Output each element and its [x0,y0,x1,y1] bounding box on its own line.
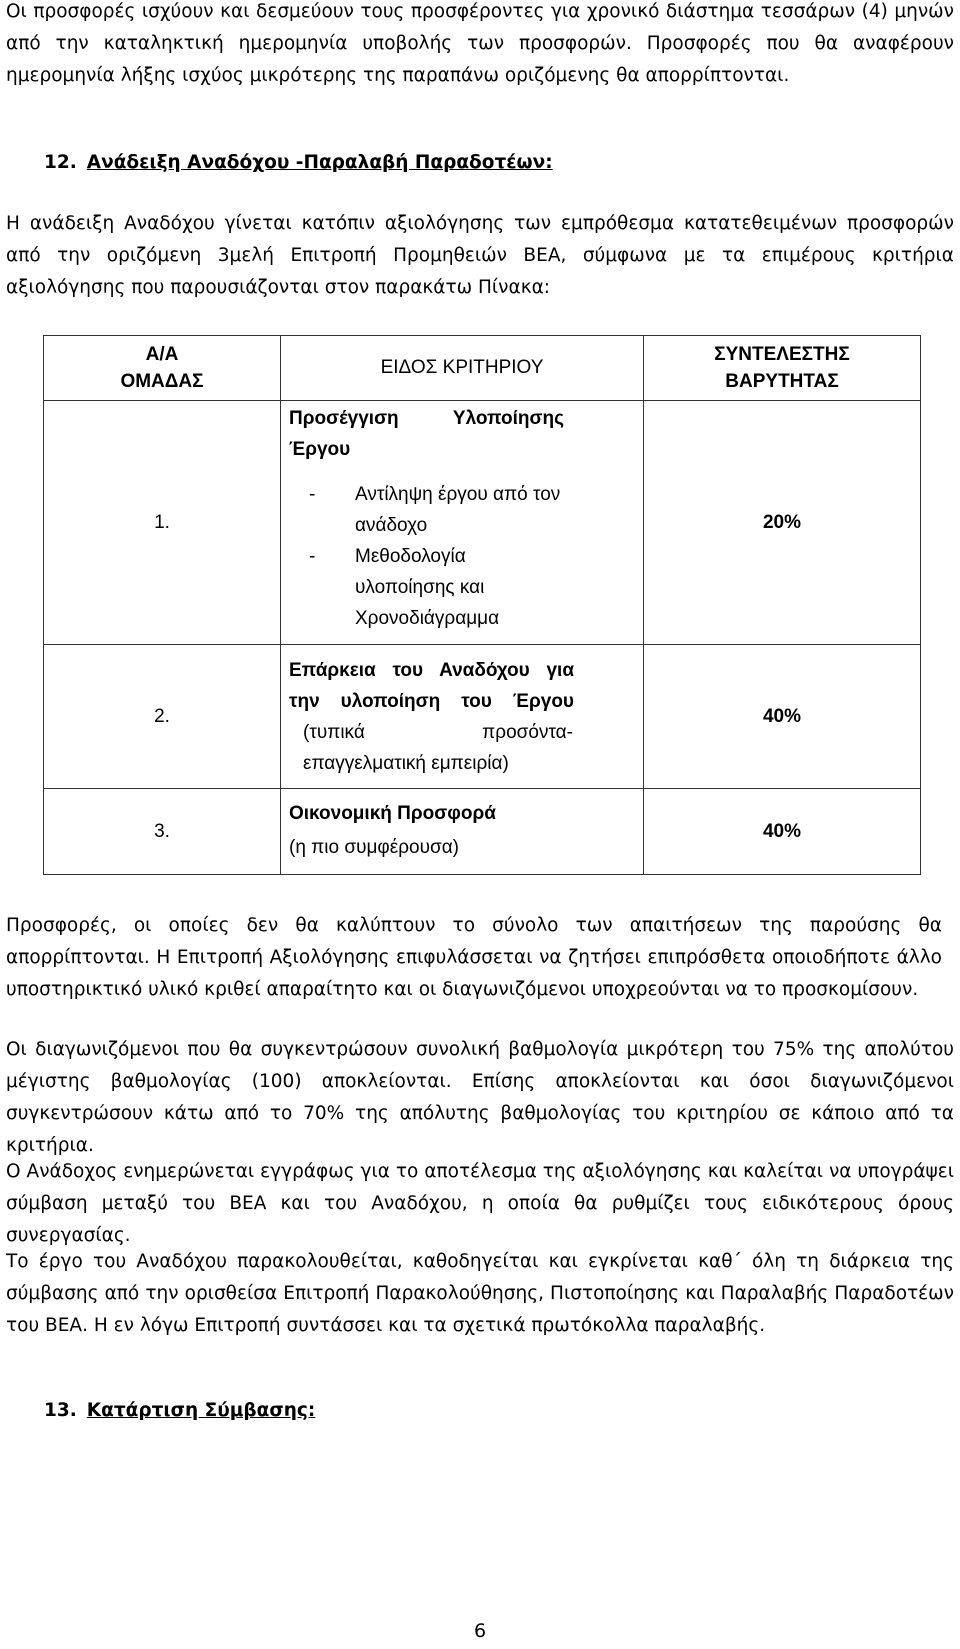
section-12-paragraph: Η ανάδειξη Αναδόχου γίνεται κατόπιν αξιολόγησης των εμπρόθεσμα κατατεθειμένων προσφορών από την οριζόμενη 3μελή Επιτροπή Προμηθειών ΒΕΑ, σύμφωνα με τα επιμέρους κριτήρια αξιολόγησης που παρουσιάζονται στον παρακάτω Πίνακα: [6,213,954,298]
row1-bullet [289,479,635,541]
header-group-line1: Α/Α [145,344,179,365]
header-group [44,336,281,401]
paragraph-score-threshold: Οι διαγωνιζόμενοι που θα συγκεντρώσουν συνολική βαθμολογία μικρότερη του 75% της απολύτου μέγιστης βαθμολογίας (100) αποκλείονται. Επίσης αποκλείονται και όσοι διαγωνιζόμενοι συγκεντρώσουν κάτω από το 70% της απόλυτης βαθμολογίας του κριτηρίου σε κάποιο από τα κριτήρια. [6,1039,954,1156]
row1-bullet-2: Μεθοδολογία υλοποίησης και Χρονοδιάγραμμα [355,546,500,629]
bullet-dash: - [309,484,316,505]
header-weight-line1: ΣΥΝΤΕΛΕΣΤΗΣ [714,344,850,365]
section-12-number: 12. [44,152,77,173]
section-13-heading [44,1400,315,1421]
row2-note: (τυπικά προσόντα-επαγγελματική εμπειρία) [303,721,573,774]
row2-group [44,645,281,789]
table-row [44,645,921,789]
criteria-table [43,335,921,875]
paragraph-monitoring: Το έργο του Αναδόχου παρακολουθείται, καθοδηγείται και εγκρίνεται καθ΄ όλη τη διάρκεια της σύμβασης από την ορισθείσα Επιτροπή Παρακολούθησης, Πιστοποίησης και Παραλαβής Παραδοτέων του ΒΕΑ. Η εν λόγω Επιτροπή συντάσσει και τα σχετικά πρωτόκολλα παραλαβής. [6,1251,954,1336]
row3-group-label: 3. [154,820,170,842]
section-13-title: Κατάρτιση Σύμβασης: [86,1400,316,1421]
row2-title: Επάρκεια του Αναδόχου για την υλοποίηση του Έργου [289,659,574,712]
intro-paragraph: Οι προσφορές ισχύουν και δεσμεύουν τους προσφέροντες για χρονικό διάστημα τεσσάρων (4) μηνών από την καταληκτική ημερομηνία υποβολής των προσφορών. Προσφορές που θα αναφέρουν ημερομηνία λήξης ισχύος μικρότερης της παραπάνω οριζόμενης θα απορρίπτονται. [6,1,954,86]
header-criterion-label: ΕΙΔΟΣ ΚΡΙΤΗΡΙΟΥ [380,357,544,378]
row1-weight [644,401,921,645]
section-13-number: 13. [44,1400,77,1421]
section-12-heading [44,152,553,173]
header-criterion [281,336,644,401]
table-row [44,789,921,875]
section-12-title: Ανάδειξη Αναδόχου -Παραλαβή Παραδοτέων: [86,152,553,173]
bullet-dash: - [309,546,316,567]
row3-criterion [281,789,644,875]
row2-criterion [281,645,644,789]
table-header-row [44,336,921,401]
row1-weight-value: 20% [762,511,802,533]
row1-group [44,401,281,645]
header-group-line2: ΟΜΑΔΑΣ [120,371,204,392]
row3-note: (η πιο συμφέρουσα) [289,836,460,858]
row1-bullet-1: Αντίληψη έργου από τον ανάδοχο [355,484,561,536]
page-number: 6 [473,1620,487,1642]
row2-weight-value: 40% [762,705,802,727]
row3-group [44,789,281,875]
row2-group-label: 2. [154,705,170,727]
header-weight [644,336,921,401]
row3-weight [644,789,921,875]
row1-criterion [281,401,644,645]
row1-group-label: 1. [154,511,170,533]
paragraph-contractor-notice: Ο Ανάδοχος ενημερώνεται εγγράφως για το αποτέλεσμα της αξιολόγησης και καλείται να υπογράψει σύμβαση μεταξύ του ΒΕΑ και του Αναδόχου, η οποία θα ρυθμίζει τους ειδικότερους όρους συνεργασίας. [6,1161,954,1246]
header-weight-line2: ΒΑΡΥΤΗΤΑΣ [725,371,839,392]
row2-weight [644,645,921,789]
table-row [44,401,921,645]
row1-bullet [289,541,635,634]
row3-title: Οικονομική Προσφορά [289,802,496,824]
paragraph-rejection: Προσφορές, οι οποίες δεν θα καλύπτουν το σύνολο των απαιτήσεων της παρούσης θα απορρίπτονται. Η Επιτροπή Αξιολόγησης επιφυλάσσεται να ζητήσει επιπρόσθετα οποιοδήποτε άλλο υποστηρικτικό υλικό κριθεί απαραίτητο και οι διαγωνιζόμενοι υποχρεούνται να το προσκομίσουν. [6,915,942,1000]
row3-weight-value: 40% [762,820,802,842]
row1-title: Προσέγγιση Υλοποίησης Έργου [289,408,564,460]
